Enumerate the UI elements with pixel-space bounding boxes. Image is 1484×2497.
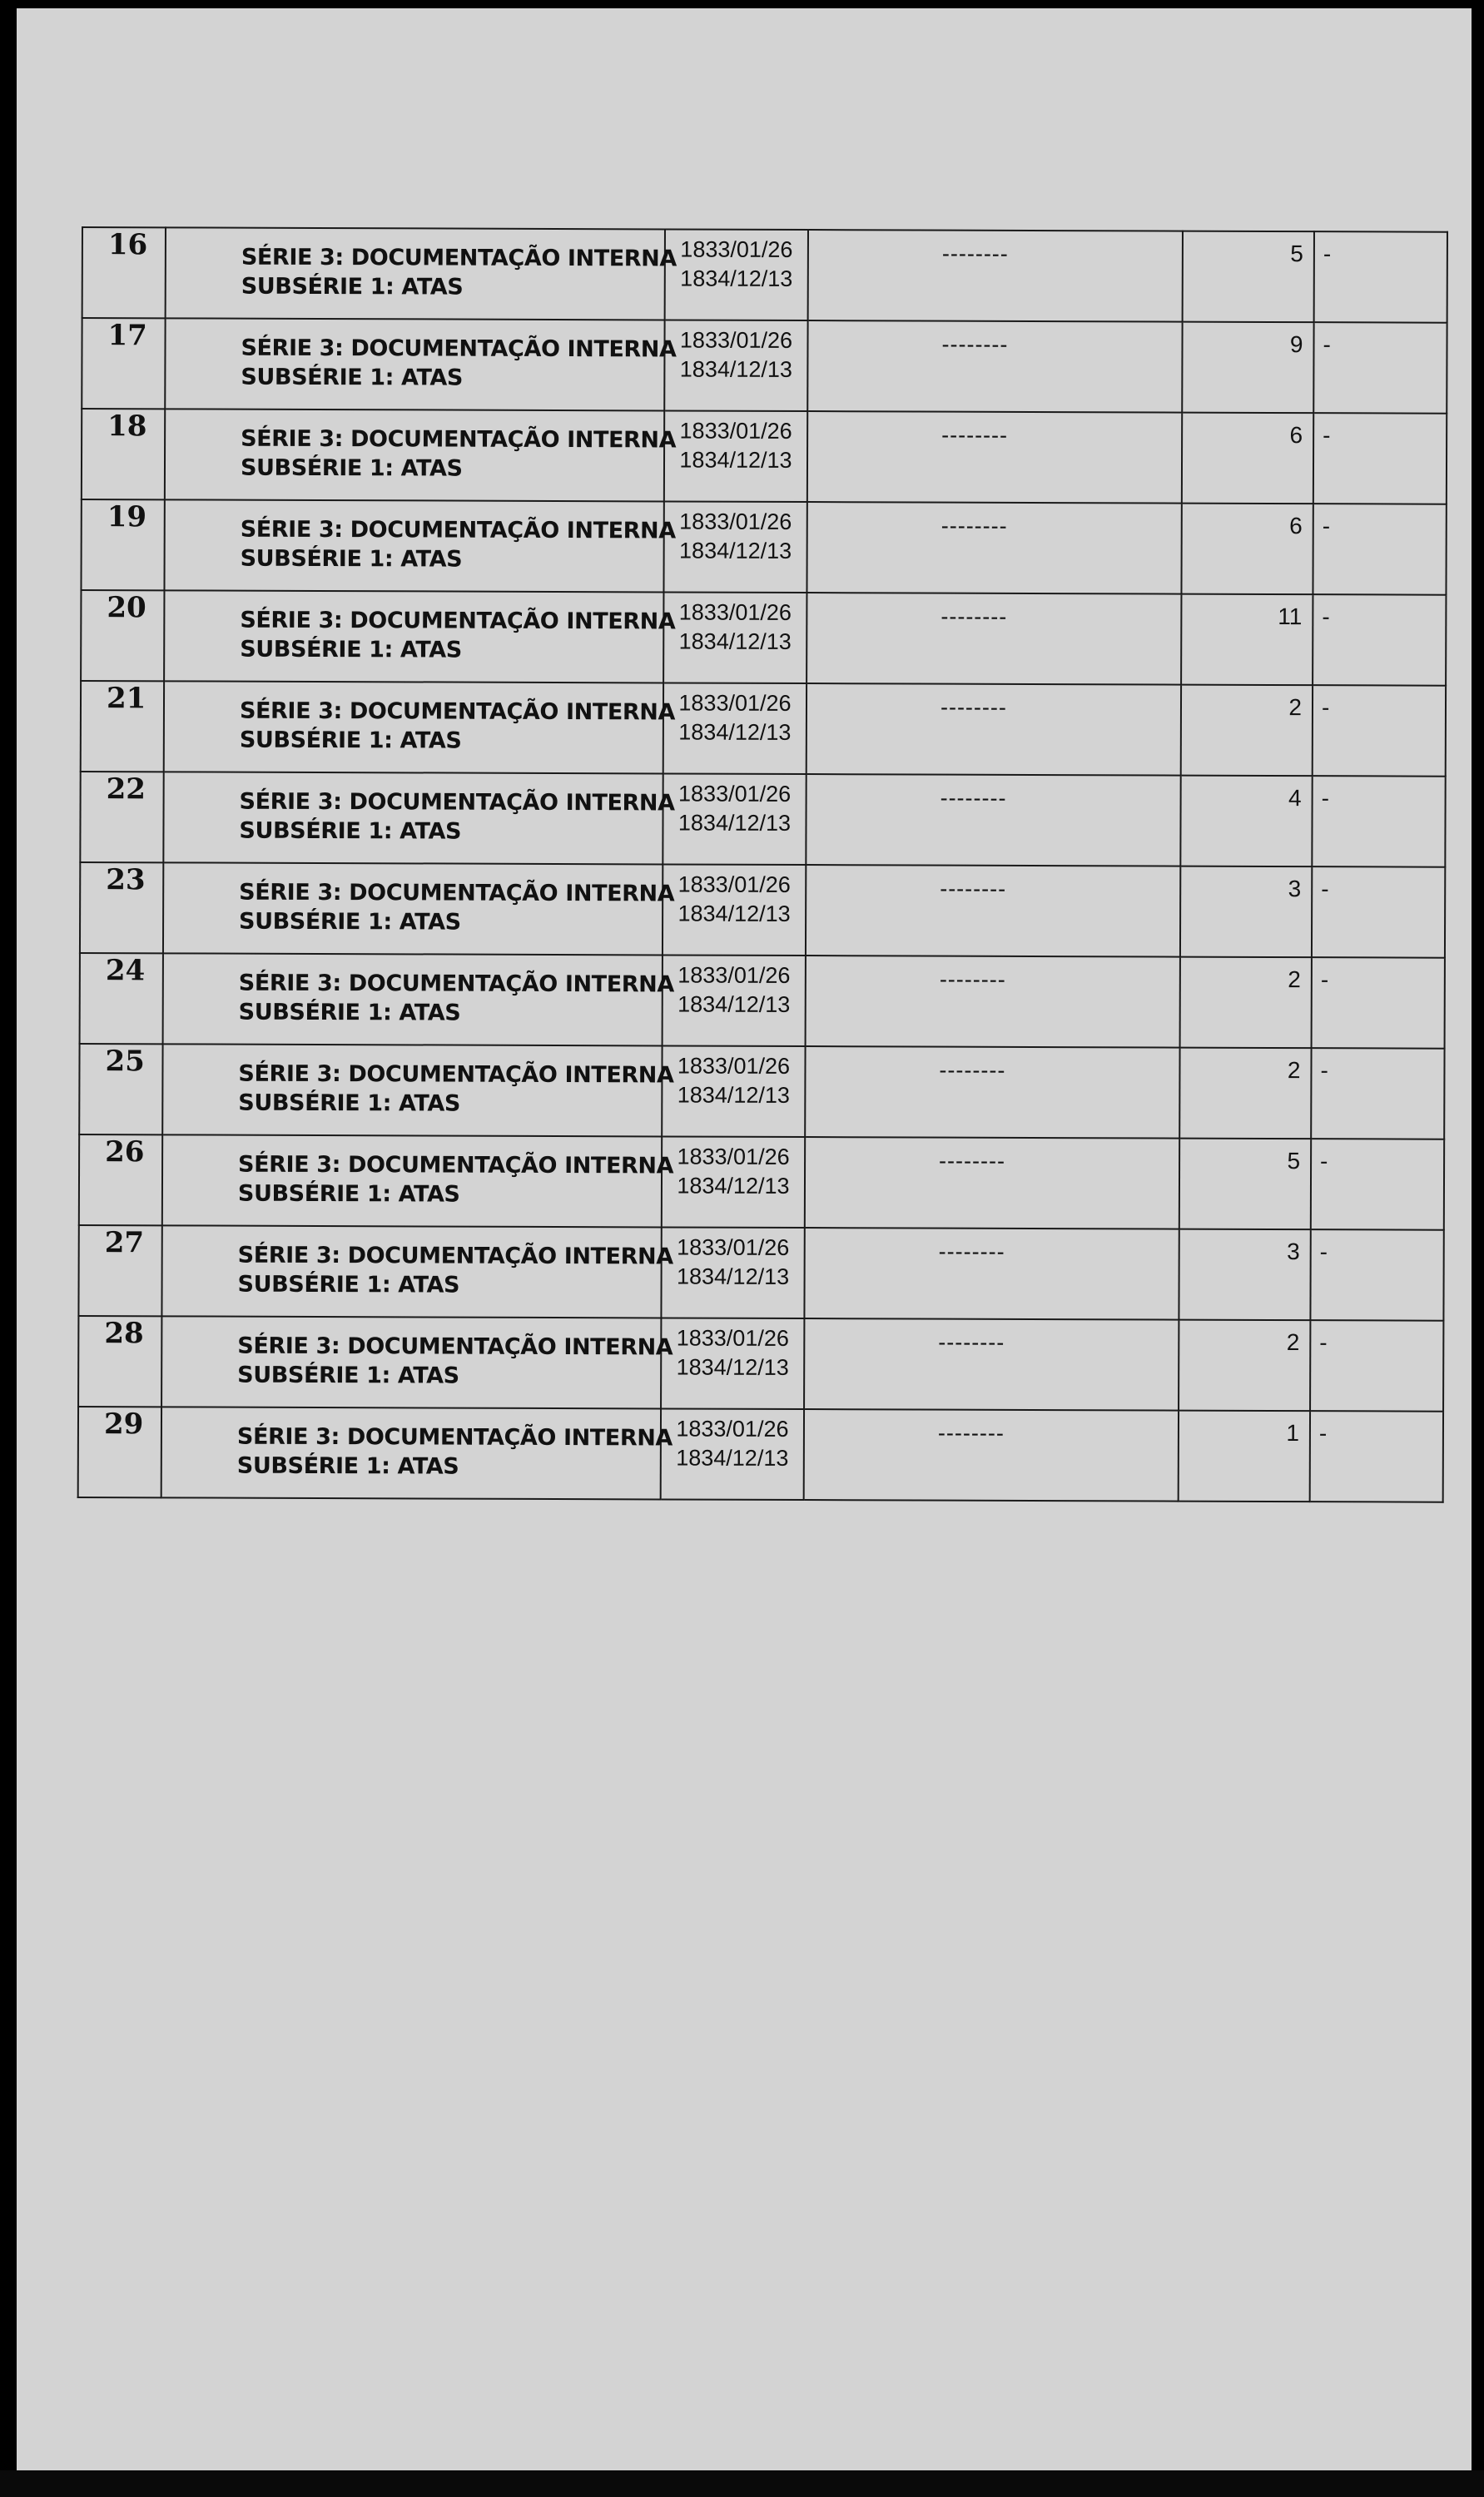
date-start: 1833/01/26 [677, 781, 792, 807]
series-label: SÉRIE 3: DOCUMENTAÇÃO INTERNA [241, 335, 677, 363]
row-number-cell [81, 590, 164, 681]
dash-placeholder: -------- [941, 603, 1008, 629]
dash-cell [804, 1409, 1179, 1502]
series-label: SÉRIE 3: DOCUMENTAÇÃO INTERNA [240, 516, 676, 544]
dates-cell [662, 1045, 805, 1137]
flag-mark: - [1319, 1329, 1328, 1356]
row-number-cell [82, 318, 165, 409]
series-label: SÉRIE 3: DOCUMENTAÇÃO INTERNA [238, 970, 674, 998]
row-description [166, 228, 677, 302]
date-range [665, 502, 807, 565]
dates-cell [663, 501, 807, 593]
date-start: 1833/01/26 [677, 962, 791, 988]
count-cell [1180, 776, 1312, 867]
flag-mark: - [1321, 694, 1330, 721]
row-description [166, 500, 676, 574]
description-cell [165, 318, 677, 410]
date-start: 1833/01/26 [678, 599, 792, 625]
dates-cell [661, 1227, 804, 1318]
row-description [165, 591, 676, 665]
item-count: 2 [1288, 694, 1303, 721]
dash-cell [806, 956, 1180, 1048]
table-row [82, 227, 1447, 323]
dash-placeholder: -------- [941, 331, 1009, 357]
flag-mark: - [1320, 1057, 1328, 1084]
dash-placeholder: -------- [937, 1420, 1005, 1446]
dash-cell [805, 1137, 1179, 1229]
subseries-label: SUBSÉRIE 1: ATAS [240, 545, 463, 573]
dash-cell [807, 683, 1181, 776]
row-description [164, 863, 675, 937]
dates-cell [663, 773, 806, 865]
item-count: 5 [1290, 241, 1303, 267]
date-end: 1834/12/13 [680, 266, 793, 291]
subseries-label: SUBSÉRIE 1: ATAS [237, 1180, 460, 1208]
description-cell [163, 772, 675, 864]
row-number: 22 [106, 772, 146, 807]
date-range [664, 593, 806, 656]
date-end: 1834/12/13 [679, 538, 792, 563]
flag-cell [1310, 1229, 1443, 1321]
date-start: 1833/01/26 [679, 418, 792, 444]
flag-cell [1314, 231, 1447, 323]
table-row [78, 1225, 1443, 1321]
dates-cell [664, 320, 807, 411]
table-row [81, 590, 1446, 686]
subseries-label: SUBSÉRIE 1: ATAS [237, 1362, 459, 1389]
date-range [662, 1409, 803, 1472]
dash-placeholder: -------- [938, 1329, 1005, 1355]
inventory-table-body [78, 227, 1447, 1502]
subseries-label: SUBSÉRIE 1: ATAS [241, 364, 464, 391]
flag-mark: - [1323, 331, 1331, 358]
count-cell [1183, 231, 1314, 323]
dash-placeholder: -------- [938, 1239, 1005, 1264]
description-cell [162, 1044, 674, 1136]
subseries-label: SUBSÉRIE 1: ATAS [239, 817, 462, 845]
row-number: 17 [107, 319, 147, 353]
table-row [79, 1044, 1444, 1139]
date-range [665, 320, 807, 384]
description-cell [161, 1407, 673, 1499]
flag-mark: - [1319, 1239, 1328, 1265]
count-cell [1181, 594, 1313, 686]
date-end: 1834/12/13 [677, 901, 791, 926]
row-description [165, 682, 676, 756]
description-cell [164, 681, 676, 773]
dates-cell [665, 229, 808, 320]
dash-placeholder: -------- [941, 422, 1009, 448]
dash-placeholder: -------- [939, 966, 1006, 992]
series-label: SÉRIE 3: DOCUMENTAÇÃO INTERNA [238, 1060, 674, 1089]
date-start: 1833/01/26 [677, 1053, 791, 1079]
subseries-label: SUBSÉRIE 1: ATAS [236, 1452, 459, 1480]
item-count: 2 [1287, 1057, 1301, 1084]
item-count: 2 [1286, 1329, 1300, 1356]
series-label: SÉRIE 3: DOCUMENTAÇÃO INTERNA [238, 1151, 674, 1179]
count-cell [1182, 322, 1313, 414]
table-row [81, 499, 1446, 595]
flag-mark: - [1322, 603, 1330, 630]
flag-mark: - [1322, 513, 1331, 539]
date-range [663, 1228, 804, 1291]
row-description [162, 1407, 673, 1482]
row-description [163, 1045, 674, 1119]
date-range [666, 230, 807, 293]
row-number-cell [78, 1225, 161, 1316]
dash-cell [806, 774, 1180, 866]
dates-cell [661, 1408, 804, 1500]
row-number: 26 [105, 1135, 145, 1169]
dash-placeholder: -------- [940, 785, 1007, 811]
flag-cell [1313, 322, 1447, 414]
description-cell [163, 953, 674, 1045]
date-start: 1833/01/26 [676, 1416, 789, 1442]
series-label: SÉRIE 3: DOCUMENTAÇÃO INTERNA [236, 1423, 673, 1452]
row-number-cell [79, 1134, 162, 1225]
scanned-page [17, 8, 1472, 2470]
flag-mark: - [1323, 422, 1331, 449]
flag-mark: - [1318, 1420, 1328, 1447]
description-cell [164, 499, 676, 592]
item-count: 1 [1286, 1420, 1300, 1447]
row-description [166, 319, 677, 393]
count-cell [1179, 1229, 1310, 1321]
row-number-cell [81, 681, 164, 772]
description-cell [163, 862, 675, 955]
dash-cell [807, 593, 1181, 685]
subseries-label: SUBSÉRIE 1: ATAS [238, 999, 461, 1026]
date-range [665, 411, 807, 474]
dash-placeholder: -------- [940, 694, 1007, 720]
count-cell [1180, 957, 1312, 1049]
date-start: 1833/01/26 [676, 1325, 789, 1351]
flag-mark: - [1320, 1148, 1328, 1174]
date-start: 1833/01/26 [679, 327, 793, 353]
dash-placeholder: -------- [941, 513, 1008, 539]
row-number-cell [82, 409, 165, 499]
flag-cell [1313, 504, 1446, 595]
subseries-label: SUBSÉRIE 1: ATAS [241, 273, 464, 300]
series-label: SÉRIE 3: DOCUMENTAÇÃO INTERNA [241, 425, 677, 454]
date-range [663, 1046, 804, 1110]
flag-cell [1310, 1320, 1443, 1412]
dash-placeholder: -------- [941, 241, 1009, 266]
row-number-cell [78, 1316, 161, 1407]
row-number-cell [79, 1044, 162, 1134]
flag-cell [1311, 1048, 1444, 1139]
date-range [662, 1318, 803, 1382]
row-description [164, 954, 674, 1028]
row-number-cell [80, 862, 163, 953]
dash-cell [806, 865, 1180, 957]
table-row [78, 1316, 1443, 1412]
dates-cell [663, 955, 806, 1046]
item-count: 11 [1278, 603, 1303, 630]
date-start: 1833/01/26 [677, 871, 791, 897]
date-end: 1834/12/13 [679, 356, 793, 382]
flag-cell [1313, 413, 1447, 504]
dash-placeholder: -------- [940, 876, 1007, 901]
table-row [80, 862, 1445, 958]
date-range [664, 683, 806, 747]
count-cell [1182, 413, 1313, 504]
description-cell [162, 1134, 674, 1227]
row-number-cell [82, 227, 166, 318]
table-row [80, 953, 1445, 1049]
series-label: SÉRIE 3: DOCUMENTAÇÃO INTERNA [239, 697, 676, 726]
date-range [663, 1137, 804, 1200]
date-start: 1833/01/26 [678, 690, 792, 716]
row-number-cell [81, 499, 164, 590]
row-number: 19 [107, 500, 147, 534]
dash-cell [807, 320, 1182, 413]
table-row [81, 681, 1446, 777]
row-description [164, 772, 675, 846]
date-range [663, 865, 805, 928]
description-cell [166, 227, 677, 320]
item-count: 3 [1288, 876, 1302, 902]
dash-placeholder: -------- [939, 1148, 1006, 1174]
row-number: 21 [106, 682, 146, 716]
scan-bottom-border [0, 2470, 1484, 2497]
item-count: 9 [1289, 331, 1303, 358]
table-row [79, 1134, 1444, 1230]
subseries-label: SUBSÉRIE 1: ATAS [239, 727, 462, 754]
date-start: 1833/01/26 [680, 236, 793, 262]
dash-cell [807, 502, 1181, 594]
count-cell [1179, 1048, 1311, 1139]
dash-cell [808, 230, 1183, 322]
subseries-label: SUBSÉRIE 1: ATAS [237, 1271, 460, 1298]
series-label: SÉRIE 3: DOCUMENTAÇÃO INTERNA [239, 879, 675, 907]
item-count: 6 [1289, 422, 1303, 449]
item-count: 4 [1288, 785, 1302, 812]
row-number: 29 [103, 1407, 144, 1442]
inventory-table [77, 226, 1448, 1503]
row-description [166, 410, 677, 484]
series-label: SÉRIE 3: DOCUMENTAÇÃO INTERNA [237, 1333, 673, 1361]
flag-mark: - [1323, 241, 1332, 267]
date-end: 1834/12/13 [677, 810, 792, 836]
dash-cell [805, 1046, 1179, 1139]
subseries-label: SUBSÉRIE 1: ATAS [240, 454, 463, 482]
dash-cell [804, 1318, 1179, 1411]
flag-mark: - [1321, 876, 1329, 902]
row-number-cell [78, 1407, 161, 1497]
flag-cell [1313, 594, 1446, 686]
row-description [163, 1226, 673, 1300]
row-number: 24 [105, 954, 146, 988]
row-number: 23 [106, 863, 146, 897]
description-cell [165, 409, 677, 501]
date-start: 1833/01/26 [677, 1234, 790, 1260]
table-row [82, 409, 1447, 504]
series-label: SÉRIE 3: DOCUMENTAÇÃO INTERNA [239, 788, 675, 817]
item-count: 6 [1289, 513, 1303, 539]
row-number-cell [80, 772, 163, 862]
flag-cell [1312, 957, 1445, 1049]
row-description [163, 1135, 674, 1209]
dates-cell [663, 592, 807, 683]
date-end: 1834/12/13 [677, 1173, 790, 1199]
count-cell [1180, 866, 1312, 958]
dash-cell [804, 1228, 1179, 1320]
item-count: 2 [1288, 966, 1301, 993]
series-label: SÉRIE 3: DOCUMENTAÇÃO INTERNA [237, 1242, 673, 1270]
dates-cell [664, 410, 807, 502]
dates-cell [661, 1318, 804, 1409]
flag-cell [1312, 776, 1445, 867]
flag-mark: - [1320, 966, 1329, 993]
dates-cell [663, 864, 806, 956]
subseries-label: SUBSÉRIE 1: ATAS [239, 908, 461, 936]
row-number: 18 [107, 410, 147, 444]
count-cell [1181, 504, 1313, 595]
table-row [80, 772, 1445, 867]
dates-cell [662, 1136, 805, 1228]
dash-cell [807, 411, 1182, 504]
date-range [663, 774, 805, 837]
date-end: 1834/12/13 [678, 628, 792, 654]
row-number: 25 [105, 1045, 145, 1079]
table-row [78, 1407, 1443, 1502]
flag-mark: - [1321, 785, 1329, 812]
dash-placeholder: -------- [939, 1057, 1006, 1083]
date-start: 1833/01/26 [677, 1144, 790, 1169]
count-cell [1181, 685, 1313, 777]
count-cell [1179, 1320, 1310, 1412]
date-start: 1833/01/26 [679, 509, 792, 534]
date-end: 1834/12/13 [679, 447, 792, 473]
date-end: 1834/12/13 [677, 1082, 790, 1108]
date-end: 1834/12/13 [676, 1445, 789, 1471]
date-end: 1834/12/13 [676, 1354, 789, 1380]
dates-cell [663, 683, 807, 774]
subseries-label: SUBSÉRIE 1: ATAS [238, 1090, 460, 1117]
row-description [162, 1317, 673, 1391]
date-range [663, 956, 805, 1019]
flag-cell [1312, 866, 1445, 958]
row-number-cell [80, 953, 163, 1044]
item-count: 5 [1287, 1148, 1301, 1174]
table-row [82, 318, 1447, 414]
flag-cell [1311, 1139, 1444, 1230]
count-cell [1179, 1411, 1310, 1502]
date-end: 1834/12/13 [676, 1263, 790, 1289]
item-count: 3 [1287, 1239, 1300, 1265]
date-end: 1834/12/13 [677, 991, 791, 1017]
flag-cell [1313, 685, 1446, 777]
row-number: 27 [104, 1226, 145, 1260]
row-number: 16 [107, 228, 148, 262]
description-cell [161, 1316, 673, 1408]
row-number: 28 [104, 1317, 144, 1351]
row-number: 20 [107, 591, 146, 625]
series-label: SÉRIE 3: DOCUMENTAÇÃO INTERNA [241, 244, 677, 272]
subseries-label: SUBSÉRIE 1: ATAS [240, 636, 462, 663]
description-cell [164, 590, 676, 683]
series-label: SÉRIE 3: DOCUMENTAÇÃO INTERNA [240, 607, 676, 635]
date-end: 1834/12/13 [678, 719, 792, 745]
count-cell [1179, 1139, 1311, 1230]
flag-cell [1310, 1411, 1443, 1502]
description-cell [161, 1225, 673, 1318]
